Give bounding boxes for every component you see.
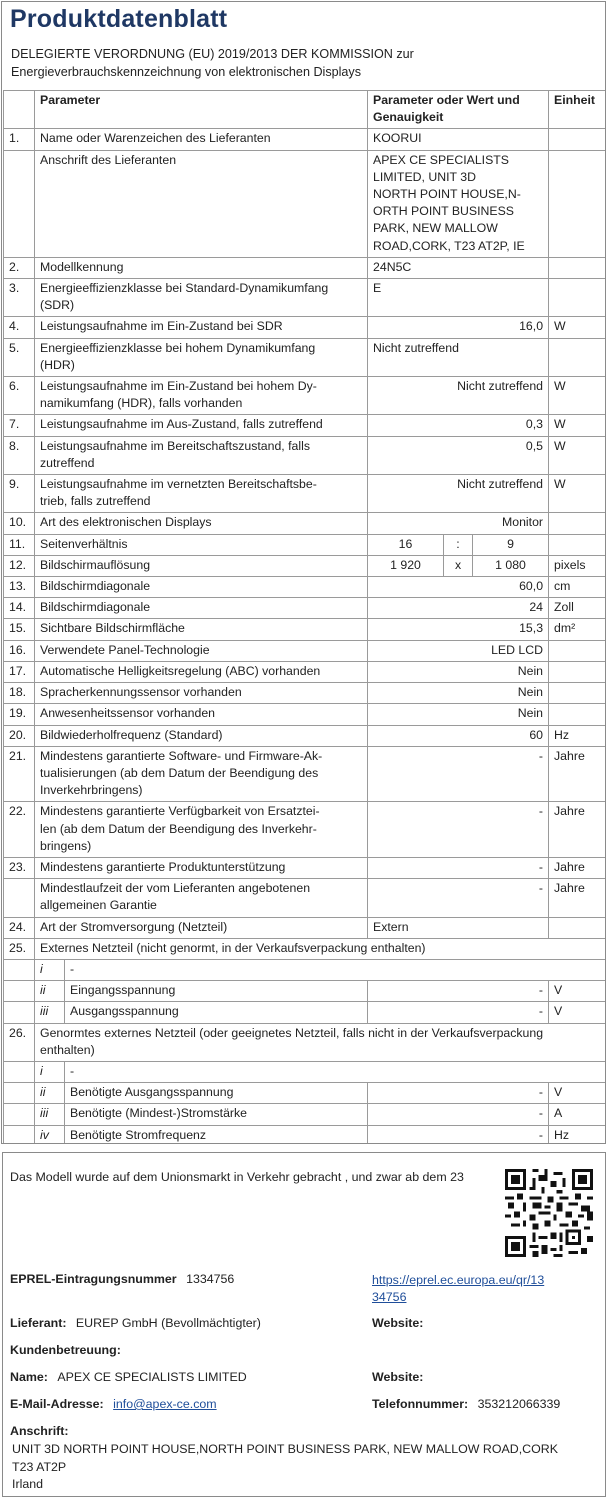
header-value-line: Genauigkeit bbox=[373, 110, 444, 125]
table-row bbox=[4, 555, 606, 576]
row-number bbox=[4, 1104, 35, 1125]
table-row bbox=[4, 661, 606, 682]
address-line: Irland bbox=[12, 1477, 43, 1491]
unit-cell bbox=[549, 338, 606, 376]
value-cell: 16,0 bbox=[368, 317, 549, 338]
parameter-label: Art des elektronischen Displays bbox=[35, 513, 368, 534]
row-number: 21. bbox=[4, 746, 35, 802]
table-row bbox=[4, 640, 606, 661]
value-cell: KOORUI bbox=[368, 129, 549, 150]
row-number: 18. bbox=[4, 683, 35, 704]
value-cell bbox=[368, 150, 549, 257]
header-num bbox=[4, 91, 35, 129]
email-label: E-Mail-Adresse: bbox=[10, 1397, 104, 1411]
name-value: APEX CE SPECIALISTS LIMITED bbox=[57, 1370, 247, 1384]
name-label: Name: bbox=[10, 1370, 48, 1384]
row-number bbox=[4, 959, 35, 980]
sub-index: iv bbox=[35, 1125, 65, 1144]
eprel-link[interactable]: https://eprel.ec.europa.eu/qr/13 bbox=[372, 1273, 545, 1287]
qr-code-icon[interactable] bbox=[505, 1169, 593, 1257]
parameter-label-line: len (ab dem Datum der Beendigung des Inverkehr- bbox=[40, 821, 317, 836]
parameter-label-line: namikumfang (HDR), falls vorhanden bbox=[40, 396, 243, 411]
table-row bbox=[4, 257, 606, 278]
table-row bbox=[4, 577, 606, 598]
table-row bbox=[4, 1002, 606, 1023]
row-number: 22. bbox=[4, 802, 35, 858]
value-cell: 60,0 bbox=[368, 577, 549, 598]
customer-service-label: Kundenbetreuung: bbox=[10, 1343, 121, 1357]
parameter-label-line: (SDR) bbox=[40, 298, 75, 313]
unit-cell: W bbox=[549, 317, 606, 338]
table-row bbox=[4, 959, 606, 980]
parameter-label: Bildwiederholfrequenz (Standard) bbox=[35, 725, 368, 746]
parameter-label: Anschrift des Lieferanten bbox=[35, 150, 368, 257]
email-link[interactable]: info@apex-ce.com bbox=[113, 1397, 217, 1411]
table-row bbox=[4, 981, 606, 1002]
parameter-table bbox=[3, 90, 606, 1144]
row-number: 17. bbox=[4, 661, 35, 682]
row-number: 19. bbox=[4, 704, 35, 725]
value-cell: Nicht zutreffend bbox=[368, 377, 549, 415]
row-number bbox=[4, 1125, 35, 1144]
unit-cell: V bbox=[549, 1002, 606, 1023]
parameter-label: Name oder Warenzeichen des Lieferanten bbox=[35, 129, 368, 150]
parameter-label-line: Energieeffizienzklasse bei hohem Dynamikumfang bbox=[40, 340, 316, 355]
table-row bbox=[4, 415, 606, 436]
parameter-label bbox=[35, 377, 368, 415]
parameter-label: Anwesenheitssensor vorhanden bbox=[35, 704, 368, 725]
unit-cell: W bbox=[549, 377, 606, 415]
value-cell: - bbox=[368, 746, 549, 802]
row-number: 26. bbox=[4, 1023, 35, 1061]
table-row bbox=[4, 129, 606, 150]
table-row bbox=[4, 857, 606, 878]
unit-cell: Jahre bbox=[549, 746, 606, 802]
value-cell: 24 bbox=[368, 598, 549, 619]
sub-label: Benötigte (Mindest-)Stromstärke bbox=[65, 1104, 368, 1125]
value-part: 1 080 bbox=[473, 555, 549, 576]
email-row bbox=[10, 1397, 217, 1411]
parameter-label bbox=[35, 1023, 606, 1061]
unit-cell: Jahre bbox=[549, 802, 606, 858]
registration-footer bbox=[2, 1152, 606, 1497]
parameter-label-line: Mindestens garantierte Software- und Firmware-Ak- bbox=[40, 748, 323, 763]
row-number: 23. bbox=[4, 857, 35, 878]
row-number bbox=[4, 150, 35, 257]
row-number: 14. bbox=[4, 598, 35, 619]
row-number: 20. bbox=[4, 725, 35, 746]
table-row bbox=[4, 938, 606, 959]
table-row bbox=[4, 725, 606, 746]
unit-cell: A bbox=[549, 1104, 606, 1125]
table-row bbox=[4, 746, 606, 802]
value-separator: x bbox=[444, 555, 473, 576]
table-row bbox=[4, 1061, 606, 1082]
table-row bbox=[4, 1125, 606, 1144]
table-row bbox=[4, 879, 606, 917]
unit-cell: Hz bbox=[549, 725, 606, 746]
parameter-label-line: (HDR) bbox=[40, 357, 75, 372]
parameter-label: Bildschirmauflösung bbox=[35, 555, 368, 576]
row-number: 2. bbox=[4, 257, 35, 278]
intro-line: DELEGIERTE VERORDNUNG (EU) 2019/2013 DER KOMMISSION zur bbox=[11, 47, 414, 61]
intro-line: Energieverbrauchskennzeichnung von elektronischen Displays bbox=[11, 64, 362, 79]
value-cell: Nein bbox=[368, 683, 549, 704]
parameter-label: Leistungsaufnahme im Ein-Zustand bei SDR bbox=[35, 317, 368, 338]
unit-cell bbox=[549, 129, 606, 150]
table-row bbox=[4, 619, 606, 640]
parameter-label bbox=[35, 279, 368, 317]
value-cell: - bbox=[368, 1083, 549, 1104]
parameter-label: Modellkennung bbox=[35, 257, 368, 278]
table-row bbox=[4, 598, 606, 619]
address-label: Anschrift: bbox=[10, 1424, 69, 1438]
sub-index: iii bbox=[35, 1002, 65, 1023]
value-cell-line: NORTH POINT HOUSE,N- bbox=[373, 187, 521, 202]
parameter-label: Bildschirmdiagonale bbox=[35, 598, 368, 619]
sub-index: ii bbox=[35, 1083, 65, 1104]
row-number: 25. bbox=[4, 938, 35, 959]
phone-label: Telefonnummer: bbox=[372, 1397, 469, 1411]
table-row bbox=[4, 513, 606, 534]
unit-cell: Jahre bbox=[549, 879, 606, 917]
parameter-label-line: Mindestlaufzeit der vom Lieferanten angebotenen bbox=[40, 881, 311, 896]
parameter-label bbox=[35, 338, 368, 376]
table-row bbox=[4, 1083, 606, 1104]
value-cell: - bbox=[368, 802, 549, 858]
parameter-label: Externes Netzteil (nicht genormt, in der Verkaufsverpackung enthalten) bbox=[35, 938, 606, 959]
parameter-label-line: enthalten) bbox=[40, 1042, 95, 1057]
value-part: 9 bbox=[473, 534, 549, 555]
row-number: 13. bbox=[4, 577, 35, 598]
table-row bbox=[4, 317, 606, 338]
table-row bbox=[4, 279, 606, 317]
value-part: 16 bbox=[368, 534, 444, 555]
table-row bbox=[4, 475, 606, 513]
row-number: 1. bbox=[4, 129, 35, 150]
sub-index: i bbox=[35, 959, 65, 980]
parameter-label-line: Energieeffizienzklasse bei Standard-Dynamikumfang bbox=[40, 281, 329, 296]
row-number bbox=[4, 981, 35, 1002]
value-cell: Extern bbox=[368, 917, 549, 938]
parameter-label: Verwendete Panel-Technologie bbox=[35, 640, 368, 661]
row-number bbox=[4, 1002, 35, 1023]
value-cell: - bbox=[368, 981, 549, 1002]
table-row bbox=[4, 377, 606, 415]
unit-cell bbox=[549, 279, 606, 317]
sub-index: ii bbox=[35, 981, 65, 1002]
table-row bbox=[4, 917, 606, 938]
eprel-link-continued[interactable]: 34756 bbox=[372, 1290, 407, 1304]
parameter-label: Leistungsaufnahme im Aus-Zustand, falls zutreffend bbox=[35, 415, 368, 436]
eprel-label: EPREL-Eintragungsnummer bbox=[10, 1272, 177, 1286]
sub-label: Benötigte Stromfrequenz bbox=[65, 1125, 368, 1144]
parameter-label bbox=[35, 475, 368, 513]
parameter-label: Seitenverhältnis bbox=[35, 534, 368, 555]
address-line: UNIT 3D NORTH POINT HOUSE,NORTH POINT BUSINESS PARK, NEW MALLOW ROAD,CORK bbox=[12, 1442, 558, 1456]
unit-cell: W bbox=[549, 415, 606, 436]
row-number: 15. bbox=[4, 619, 35, 640]
value-part: 1 920 bbox=[368, 555, 444, 576]
table-row bbox=[4, 683, 606, 704]
row-number: 6. bbox=[4, 377, 35, 415]
value-cell: Nicht zutreffend bbox=[368, 338, 549, 376]
address-block bbox=[12, 1441, 558, 1494]
value-cell: - bbox=[368, 1104, 549, 1125]
sub-label: Eingangsspannung bbox=[65, 981, 368, 1002]
unit-cell: dm² bbox=[549, 619, 606, 640]
address-line: T23 AT2P bbox=[12, 1459, 67, 1474]
row-number: 24. bbox=[4, 917, 35, 938]
unit-cell: V bbox=[549, 981, 606, 1002]
parameter-label-line: trieb, falls zutreffend bbox=[40, 494, 151, 509]
row-number: 7. bbox=[4, 415, 35, 436]
parameter-label-line: Mindestens garantierte Verfügbarkeit von Ersatztei- bbox=[40, 804, 320, 819]
row-number: 9. bbox=[4, 475, 35, 513]
value-cell: - bbox=[368, 1125, 549, 1144]
phone-value: 353212066339 bbox=[477, 1397, 561, 1411]
parameter-label-line: Leistungsaufnahme im Bereitschaftszustand, falls bbox=[40, 438, 310, 453]
regulation-intro bbox=[11, 46, 601, 81]
sub-label: Ausgangsspannung bbox=[65, 1002, 368, 1023]
unit-cell: W bbox=[549, 436, 606, 474]
header-unit: Einheit bbox=[549, 91, 606, 129]
header-value bbox=[368, 91, 549, 129]
parameter-label: Automatische Helligkeitsregelung (ABC) vorhanden bbox=[35, 661, 368, 682]
sub-index: iii bbox=[35, 1104, 65, 1125]
header-value-line: Parameter oder Wert und bbox=[373, 93, 520, 107]
value-cell-line: PARK, NEW MALLOW bbox=[373, 221, 498, 236]
parameter-label: Spracherkennungssensor vorhanden bbox=[35, 683, 368, 704]
row-number: 12. bbox=[4, 555, 35, 576]
value-cell: E bbox=[368, 279, 549, 317]
parameter-label-line: Leistungsaufnahme im Ein-Zustand bei hohem Dy- bbox=[40, 379, 317, 394]
table-row bbox=[4, 1104, 606, 1125]
unit-cell bbox=[549, 704, 606, 725]
value-cell: LED LCD bbox=[368, 640, 549, 661]
table-row bbox=[4, 704, 606, 725]
name-row bbox=[10, 1370, 247, 1384]
value-cell: 15,3 bbox=[368, 619, 549, 640]
sub-index: i bbox=[35, 1061, 65, 1082]
value-cell-line: ORTH POINT BUSINESS bbox=[373, 204, 515, 219]
unit-cell bbox=[549, 534, 606, 555]
row-number: 11. bbox=[4, 534, 35, 555]
parameter-label bbox=[35, 436, 368, 474]
sub-label: Benötigte Ausgangsspannung bbox=[65, 1083, 368, 1104]
value-cell: - bbox=[368, 1002, 549, 1023]
table-header-row bbox=[4, 91, 606, 129]
value-cell: 24N5C bbox=[368, 257, 549, 278]
sub-label: - bbox=[65, 1061, 606, 1082]
header-parameter: Parameter bbox=[35, 91, 368, 129]
parameter-label: Sichtbare Bildschirmfläche bbox=[35, 619, 368, 640]
parameter-label bbox=[35, 802, 368, 858]
parameter-label-line: bringens) bbox=[40, 838, 92, 853]
table-row bbox=[4, 436, 606, 474]
value-cell: 60 bbox=[368, 725, 549, 746]
parameter-label bbox=[35, 746, 368, 802]
sub-label: - bbox=[65, 959, 606, 980]
unit-cell: V bbox=[549, 1083, 606, 1104]
row-number: 8. bbox=[4, 436, 35, 474]
product-data-sheet bbox=[1, 1, 606, 1144]
parameter-label-line: Leistungsaufnahme im vernetzten Bereitschaftsbe- bbox=[40, 477, 317, 492]
unit-cell: Jahre bbox=[549, 857, 606, 878]
parameter-label-line: Inverkehrbringens) bbox=[40, 783, 143, 798]
value-cell: Nein bbox=[368, 704, 549, 725]
unit-cell bbox=[549, 513, 606, 534]
eprel-link-block bbox=[372, 1272, 544, 1306]
supplier-website-label: Website: bbox=[372, 1316, 424, 1330]
value-separator: : bbox=[444, 534, 473, 555]
unit-cell: pixels bbox=[549, 555, 606, 576]
table-row bbox=[4, 802, 606, 858]
service-website-label: Website: bbox=[372, 1370, 424, 1384]
table-row bbox=[4, 534, 606, 555]
value-cell-line: APEX CE SPECIALISTS bbox=[373, 152, 510, 167]
row-number: 16. bbox=[4, 640, 35, 661]
value-cell: 0,5 bbox=[368, 436, 549, 474]
table-row bbox=[4, 150, 606, 257]
table-row bbox=[4, 1023, 606, 1061]
market-placement-text: Das Modell wurde auf dem Unionsmarkt in Verkehr gebracht , und zwar ab dem 23 bbox=[10, 1170, 464, 1184]
unit-cell: Zoll bbox=[549, 598, 606, 619]
unit-cell bbox=[549, 917, 606, 938]
value-cell: Monitor bbox=[368, 513, 549, 534]
unit-cell: W bbox=[549, 475, 606, 513]
row-number bbox=[4, 1061, 35, 1082]
parameter-label: Art der Stromversorgung (Netzteil) bbox=[35, 917, 368, 938]
supplier-value: EUREP GmbH (Bevollmächtigter) bbox=[75, 1316, 261, 1330]
unit-cell bbox=[549, 661, 606, 682]
eprel-number: 1334756 bbox=[186, 1272, 235, 1286]
value-cell: 0,3 bbox=[368, 415, 549, 436]
supplier-row bbox=[10, 1316, 261, 1330]
value-cell: Nein bbox=[368, 661, 549, 682]
parameter-label-line: allgemeinen Garantie bbox=[40, 898, 157, 913]
value-cell: Nicht zutreffend bbox=[368, 475, 549, 513]
eprel-row bbox=[10, 1272, 234, 1286]
row-number: 4. bbox=[4, 317, 35, 338]
row-number bbox=[4, 879, 35, 917]
page-title: Produktdatenblatt bbox=[10, 5, 228, 33]
parameter-label-line: Genormtes externes Netzteil (oder geeignetes Netzteil, falls nicht in der Verkaufsverpackung bbox=[40, 1025, 544, 1040]
value-cell: - bbox=[368, 857, 549, 878]
row-number: 10. bbox=[4, 513, 35, 534]
unit-cell: Hz bbox=[549, 1125, 606, 1144]
unit-cell: cm bbox=[549, 577, 606, 598]
supplier-label: Lieferant: bbox=[10, 1316, 67, 1330]
row-number: 5. bbox=[4, 338, 35, 376]
parameter-label-line: zutreffend bbox=[40, 455, 95, 470]
unit-cell bbox=[549, 683, 606, 704]
table-row bbox=[4, 338, 606, 376]
value-cell-line: LIMITED, UNIT 3D bbox=[373, 169, 476, 184]
value-cell-line: ROAD,CORK, T23 AT2P, IE bbox=[373, 238, 525, 253]
row-number: 3. bbox=[4, 279, 35, 317]
parameter-label: Bildschirmdiagonale bbox=[35, 577, 368, 598]
row-number bbox=[4, 1083, 35, 1104]
unit-cell bbox=[549, 257, 606, 278]
value-cell: - bbox=[368, 879, 549, 917]
parameter-label-line: tualisierungen (ab dem Datum der Beendigung des bbox=[40, 765, 319, 780]
parameter-label bbox=[35, 879, 368, 917]
unit-cell bbox=[549, 640, 606, 661]
phone-row bbox=[372, 1397, 560, 1411]
unit-cell bbox=[549, 150, 606, 257]
parameter-label: Mindestens garantierte Produktunterstützung bbox=[35, 857, 368, 878]
